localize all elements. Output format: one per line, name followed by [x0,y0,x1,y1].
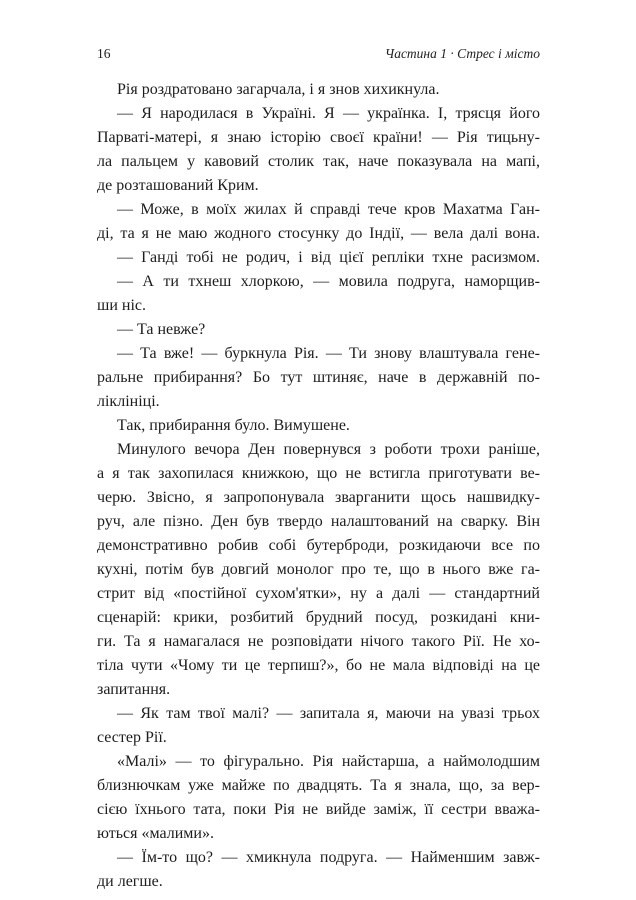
text-line: — Їм-то що? — хмикнула подруга. — Найменшим завж- [117,849,540,866]
text-line: — А ти тхнеш хлоркою, — мовила подруга, наморщив- [117,273,540,290]
body-text [97,78,540,894]
text-line: руч, але пізно. Ден був твердо налаштований на сварку. Він [97,513,540,530]
running-title: Частина 1 · Стрес і місто [384,46,540,61]
text-line: стрит від «постійної сухом'ятки», ну а далі — стандартний [97,585,540,602]
text-line: ги. Та я намагалася не розповідати нічого такого Рії. Не хо- [97,633,540,650]
text-line: сією їхнього тата, поки Рія не вийде заміж, її сестри вважа- [97,801,540,818]
text-line: кухні, потім був довгий монолог про те, що в нього вже га- [97,561,540,578]
text-line: ди легше. [97,873,163,890]
text-line: Так, прибирання було. Вимушене. [117,417,350,434]
page-number: 16 [97,46,111,61]
text-line: Минулого вечора Ден повернувся з роботи трохи раніше, [117,441,540,458]
text-line: тіла чути «Чому ти це терпиш?», бо не мала відповіді на це [97,657,540,674]
text-line: черю. Звісно, я запропонувала зварганити щось нашвидку- [97,489,540,506]
text-line: — Ганді тобі не родич, і від цієї репліки тхне расизмом. [117,249,540,266]
text-line: сценарій: крики, розбитий брудний посуд, розкидані кни- [97,609,540,626]
text-line: — Може, в моїх жилах й справді тече кров Махатма Ган- [117,201,540,218]
text-line: а я так захопилася книжкою, що не встигла приготувати ве- [97,465,540,482]
text-line: — Та невже? [117,321,206,338]
text-line: ді, та я не маю жодного стосунку до Індії, — вела далі вона. [97,225,540,242]
text-line: — Я народилася в Україні. Я — українка. І, трясця його [117,105,540,122]
page-header [97,46,540,62]
text-line: ються «малими». [97,825,214,842]
text-line: ральне прибирання? Бо тут штиняє, наче в державній по- [97,369,540,386]
text-line: «Малі» — то фігурально. Рія найстарша, а наймолодшим [117,753,540,770]
text-line: — Та вже! — буркнула Рія. — Ти знову влаштувала гене- [117,345,540,362]
text-line: Парваті-матері, я знаю історію своєї країни! — Рія тицьну- [97,129,540,146]
text-line: запитання. [97,681,171,698]
text-line: ліклініці. [97,393,160,410]
text-line: — Як там твої малі? — запитала я, маючи на увазі трьох [117,705,540,722]
text-line: близнючкам уже майже по двадцять. Та я знала, що, за вер- [97,777,540,794]
text-line: демонстративно робив собі бутерброди, розкидаючи все по [97,537,540,554]
text-line: сестер Рії. [97,729,167,746]
text-line: ла пальцем у кавовий столик так, наче показувала на мапі, [97,153,540,170]
text-line: ши ніс. [97,297,146,314]
text-line: де розташований Крим. [97,177,259,194]
text-line: Рія роздратовано загарчала, і я знов хихикнула. [117,81,440,98]
